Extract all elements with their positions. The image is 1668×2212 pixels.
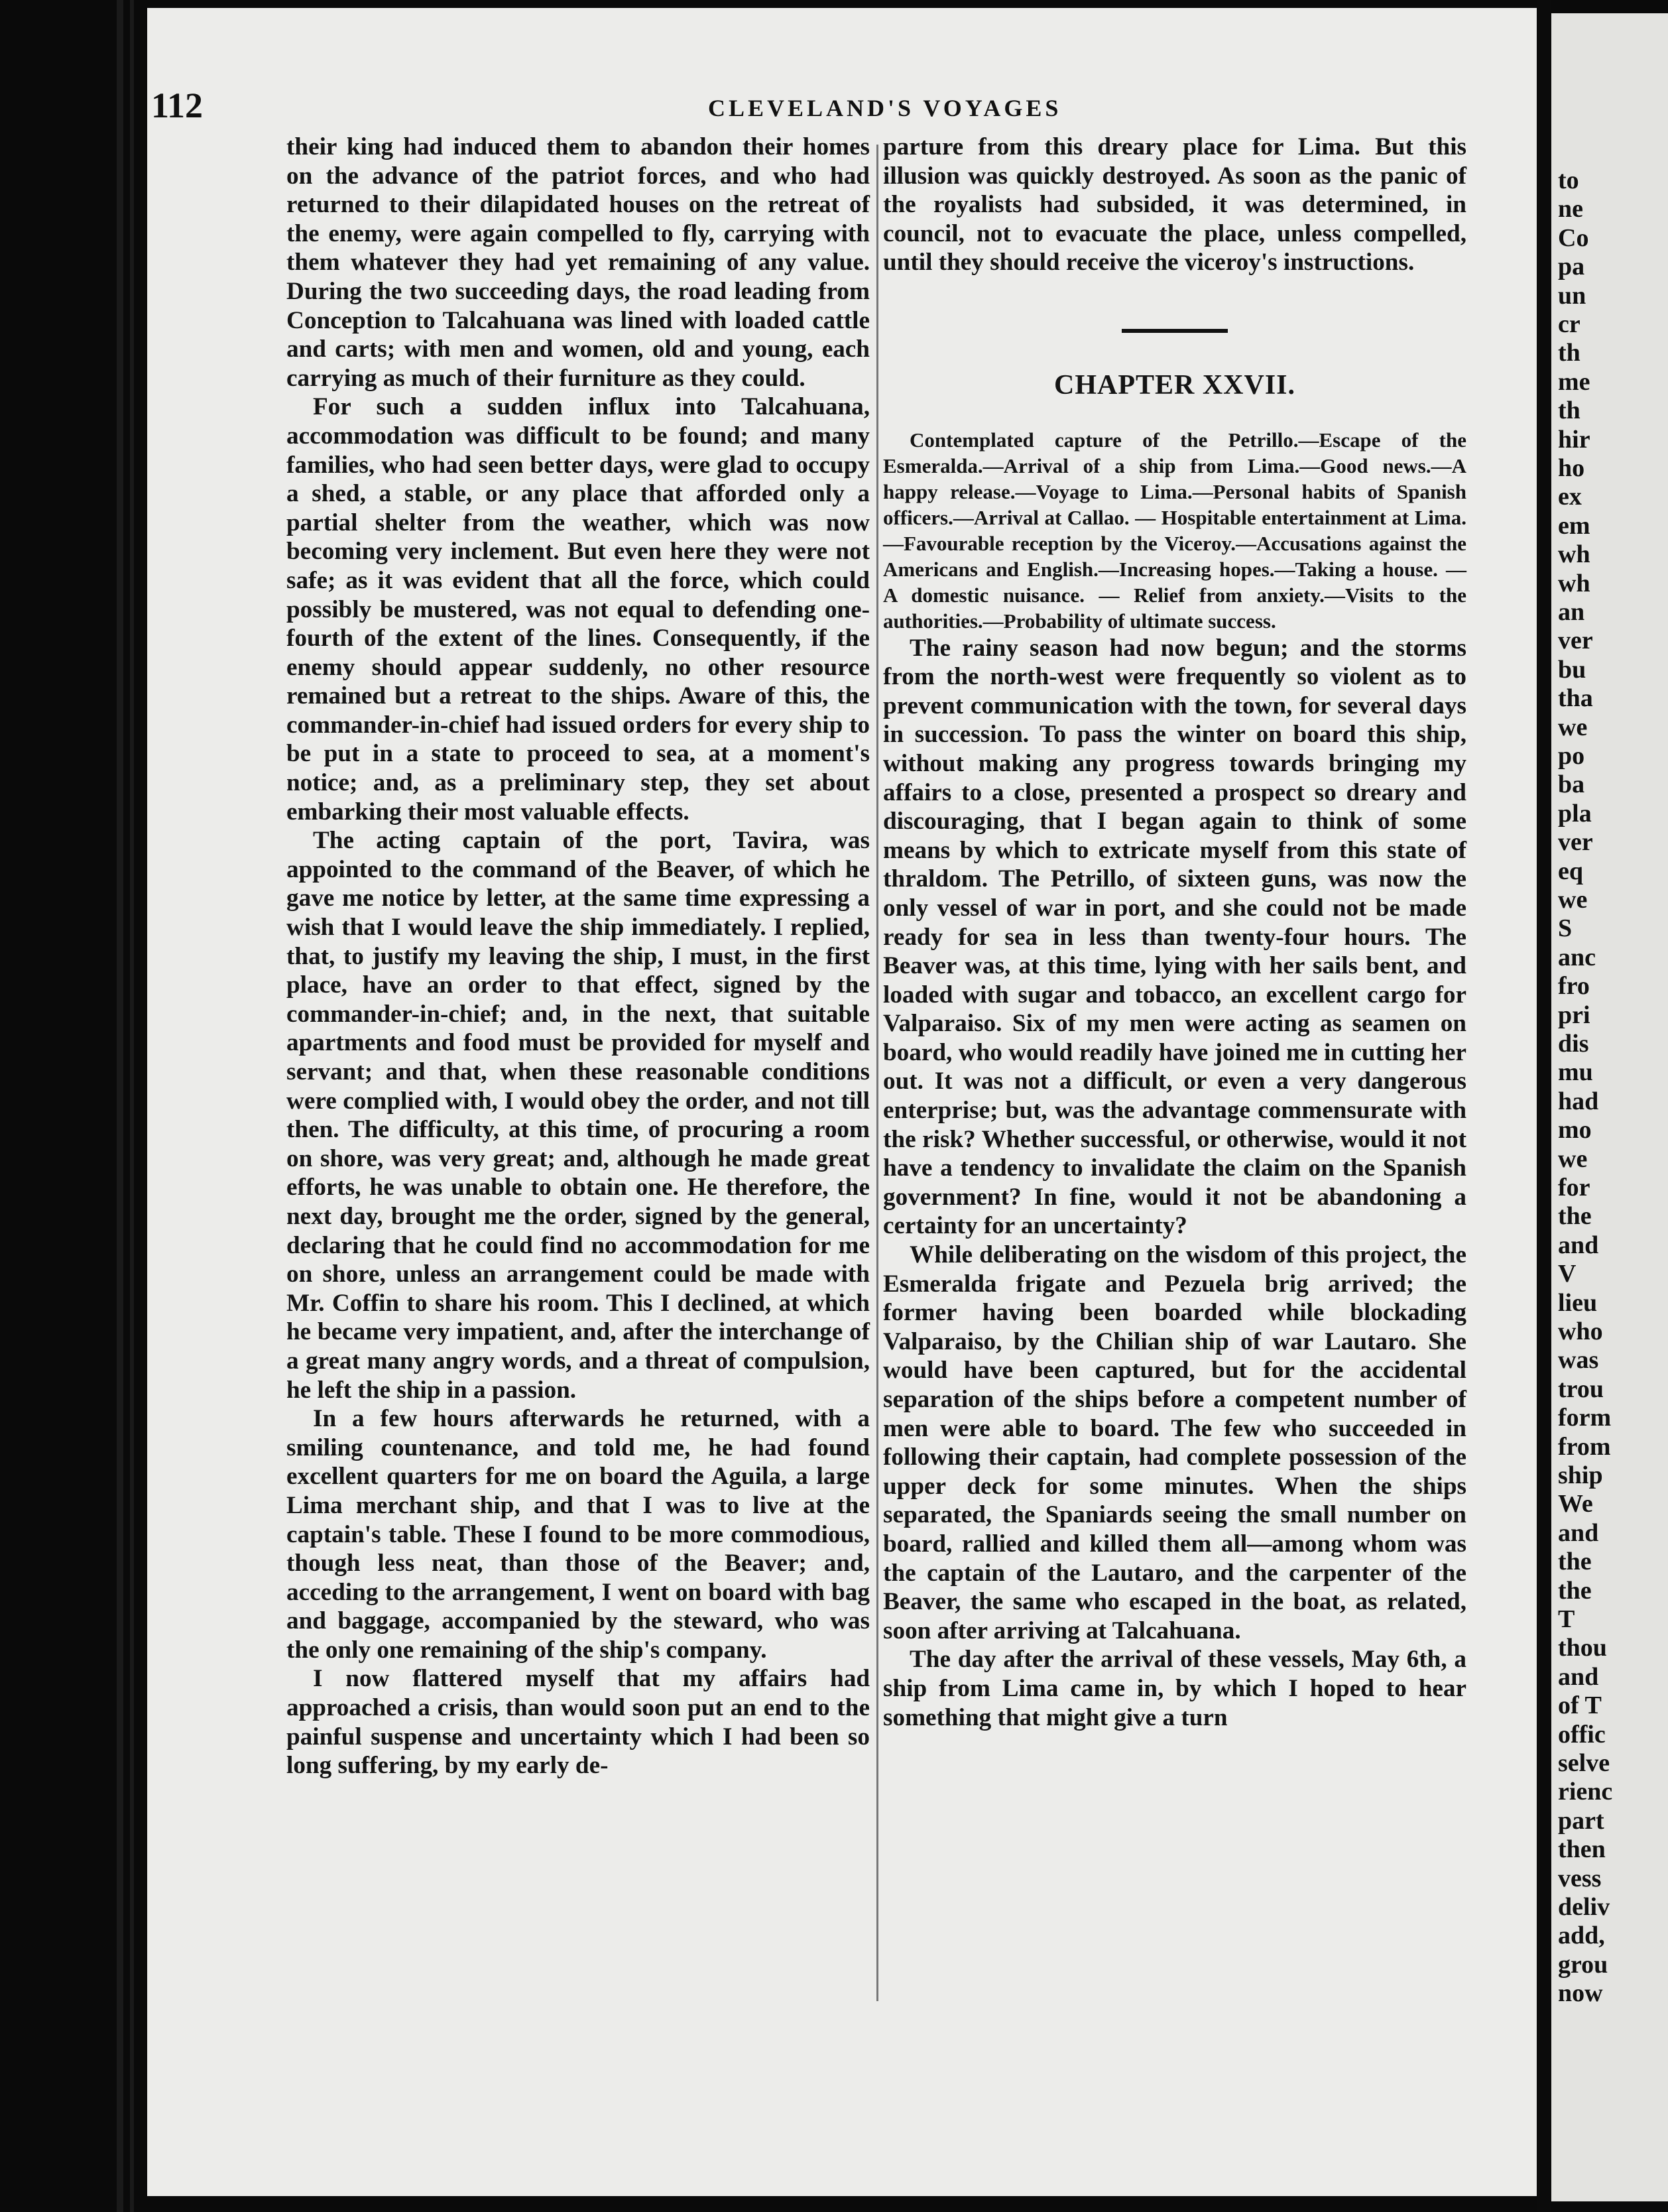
adjacent-page-fragment: we bbox=[1558, 886, 1588, 914]
adjacent-page-fragment: grou bbox=[1558, 1950, 1608, 1979]
adjacent-page-fragment: mo bbox=[1558, 1116, 1592, 1144]
adjacent-page bbox=[1551, 13, 1668, 2201]
adjacent-page-fragment: the bbox=[1558, 1576, 1592, 1605]
adjacent-page-fragment: from bbox=[1558, 1432, 1611, 1461]
adjacent-page-fragment: thou bbox=[1558, 1634, 1607, 1662]
adjacent-page-fragment: pla bbox=[1558, 799, 1592, 828]
paragraph: The acting captain of the port, Tavira, was appointed to the command of the Beaver, of which he gave me notice by letter, at the same time expressing a wish that I would leave the ship immediately. I replied, that, to justify my leaving the ship, I must, in the first place, have an order to that effect, signed by the commander-in-chief; and, in the next, that suitable apartments and food must be provided for myself and servant; and that, when these reasonable conditions were complied with, I would obey the order, and not till then. The difficulty, at this time, of procuring a room on shore, was very great; and, although he made great efforts, he was unable to obtain one. He therefore, the next day, brought me the order, signed by the general, declaring that he could find no accommodation for me on shore, unless an arrangement could be made with Mr. Coffin to share his room. This I declined, at which he became very impatient, and, after the interchange of a great many angry words, and a threat of compulsion, he left the ship in a passion. bbox=[286, 827, 870, 1404]
adjacent-page-fragment: ex bbox=[1558, 483, 1582, 511]
adjacent-page-fragment: V bbox=[1558, 1260, 1577, 1288]
adjacent-page-fragment: for bbox=[1558, 1174, 1590, 1201]
adjacent-page-fragment: S bbox=[1558, 914, 1573, 943]
adjacent-page-fragment: deliv bbox=[1558, 1893, 1610, 1921]
adjacent-page-fragment: dis bbox=[1558, 1030, 1589, 1058]
right-column bbox=[883, 133, 1466, 1732]
paragraph: their king had induced them to abandon their homes on the advance of the patriot forces, and who had returned to their dilapidated houses on the retreat of the enemy, were again compelled to fly, carrying with them whatever they had yet remaining of any value. During the two succeeding days, the road leading from Conception to Talcahuana was lined with loaded cattle and carts; with men and women, old and young, each carrying as much of their furniture as they could. bbox=[286, 133, 870, 392]
adjacent-page-fragment: offic bbox=[1558, 1720, 1606, 1749]
adjacent-page-fragment: th bbox=[1558, 397, 1580, 425]
adjacent-page-fragment: ne bbox=[1558, 195, 1583, 223]
adjacent-page-fragment: un bbox=[1558, 281, 1586, 310]
adjacent-page-fragment: had bbox=[1558, 1087, 1599, 1115]
running-title: CLEVELAND'S VOYAGES bbox=[708, 95, 1062, 121]
paragraph-continuation: parture from this dreary place for Lima. But this illusion was quickly destroyed. As soon as the panic of the royalists had subsided, it was determined, in council, not to evacuate the place, unless compelled, until they should receive the viceroy's instructions. bbox=[883, 133, 1466, 276]
page-header bbox=[151, 85, 1470, 125]
adjacent-page-fragment: hir bbox=[1558, 425, 1590, 454]
adjacent-page-fragment: selve bbox=[1558, 1749, 1610, 1777]
paragraph: For such a sudden influx into Talcahuana, accommodation was difficult to be found; and many families, who had seen better days, were glad to occupy a shed, a stable, or any place that afforded only a partial shelter from the weather, which was now becoming very inclement. But even here they were not safe; as it was evident that all the force, which could possibly be mustered, was not equal to defending one-fourth of the extent of the lines. Consequently, if the enemy should appear suddenly, no other resource remained but a retreat to the ships. Aware of this, the commander-in-chief had issued orders for every ship to be put in a state to proceed to sea, at a moment's notice; and, as a preliminary step, they set about embarking their most valuable effects. bbox=[286, 393, 870, 826]
adjacent-page-fragment: vess bbox=[1558, 1864, 1602, 1892]
adjacent-page-fragment: fro bbox=[1558, 972, 1590, 1001]
paragraph: The rainy season had now begun; and the storms from the north-west were frequently so violent as to prevent communication with the town, for several days in succession. To pass the winter on board this ship, without making any progress towards bringing my affairs to a close, presented a prospect so dreary and discouraging, that I began again to think of some means by which to extricate myself from this state of thraldom. The Petrillo, of sixteen guns, was now the only vessel of war in port, and she could not be made ready for sea in less than twenty-four hours. The Beaver was, at this time, lying with her sails bent, and loaded with sugar and tobacco, an excellent cargo for Valparaiso. Six of my men were acting as seamen on board, who would readily have joined me in cutting her out. It was not a difficult, or even a very dangerous enterprise; but, was the advantage commensurate with the risk? Whether successful, or otherwise, would it not have a tendency to invalidate the claim on the Spanish government? In fine, would it not be abandoning a certainty for an uncertainty? bbox=[883, 634, 1466, 1240]
adjacent-page-fragment: to bbox=[1558, 166, 1579, 194]
adjacent-page-fragment: wh bbox=[1558, 569, 1590, 597]
chapter-title: CHAPTER XXVII. bbox=[1053, 369, 1296, 400]
adjacent-page-fragment: anc bbox=[1558, 943, 1596, 971]
paragraph: In a few hours afterwards he returned, with a smiling countenance, and told me, he had found excellent quarters for me on board the Aguila, a large Lima merchant ship, and that I was to live at the captain's table. These I found to be more commodious, though less neat, than those of the Beaver; and, acceding to the arrangement, I went on board with bag and baggage, accompanied by the steward, who was the only one remaining of the ship's company. bbox=[286, 1405, 870, 1664]
adjacent-page-fragment: tha bbox=[1558, 684, 1593, 713]
adjacent-page-fragment: who bbox=[1558, 1318, 1603, 1345]
adjacent-page-fragment: em bbox=[1558, 511, 1590, 540]
adjacent-page-fragment: bu bbox=[1558, 655, 1586, 684]
chapter-synopsis: Contemplated capture of the Petrillo.—Escape of the Esmeralda.—Arrival of a ship from Lima.—Good news.—A happy release.—Voyage to Lima.—Personal habits of Spanish officers.—Arrival at Callao. — Hospitable entertainment at Lima.—Favourable reception by the Viceroy.—Accusations against the Americans and English.—Increasing hopes.—Taking a house. — A domestic nuisance. — Relief from anxiety.—Visits to the authorities.—Probability of ultimate success. bbox=[883, 428, 1466, 633]
adjacent-page-fragment: of T bbox=[1558, 1691, 1602, 1720]
adjacent-page-fragment: pri bbox=[1558, 1001, 1590, 1029]
adjacent-page-fragment: the bbox=[1558, 1548, 1592, 1576]
adjacent-page-fragment: trou bbox=[1558, 1375, 1604, 1403]
adjacent-page-fragment: an bbox=[1558, 598, 1585, 626]
adjacent-page-fragment: th bbox=[1558, 339, 1580, 367]
adjacent-page-fragment: and bbox=[1558, 1231, 1599, 1259]
adjacent-page-fragment: eq bbox=[1558, 857, 1583, 885]
adjacent-page-fragment: and bbox=[1558, 1518, 1599, 1547]
adjacent-page-fragment: ho bbox=[1558, 454, 1585, 482]
binding-line bbox=[130, 0, 134, 2212]
adjacent-page-fragment: the bbox=[1558, 1202, 1592, 1231]
adjacent-page-fragment: then bbox=[1558, 1835, 1606, 1864]
adjacent-page-fragment: ver bbox=[1558, 627, 1593, 655]
adjacent-page-fragment: add, bbox=[1558, 1922, 1605, 1950]
adjacent-page-fragment: we bbox=[1558, 1144, 1588, 1173]
binding-line bbox=[117, 0, 123, 2212]
adjacent-page-fragment: Co bbox=[1558, 223, 1589, 252]
adjacent-page-fragment: pa bbox=[1558, 253, 1585, 281]
adjacent-page-fragment: ver bbox=[1558, 828, 1593, 857]
adjacent-page-fragment: T bbox=[1558, 1605, 1575, 1633]
adjacent-page-fragment: part bbox=[1558, 1806, 1604, 1835]
paragraph: The day after the arrival of these vessels, May 6th, a ship from Lima came in, by which I hoped to hear something that might give a turn bbox=[883, 1646, 1466, 1731]
paragraph: I now flattered myself that my affairs had approached a crisis, than would soon put an end to the painful suspense and uncertainty which I had been so long suffering, by my early de- bbox=[286, 1665, 870, 1780]
page-number: 112 bbox=[151, 86, 204, 125]
adjacent-page-fragment: we bbox=[1558, 713, 1588, 741]
adjacent-page-fragment: cr bbox=[1558, 310, 1580, 338]
adjacent-page-fragment: We bbox=[1558, 1490, 1593, 1518]
adjacent-page-fragment: po bbox=[1558, 742, 1585, 770]
adjacent-page-fragment: was bbox=[1558, 1346, 1599, 1375]
adjacent-page-fragment: rienc bbox=[1558, 1778, 1613, 1806]
adjacent-page-fragment: now bbox=[1558, 1979, 1603, 2008]
column-divider bbox=[876, 145, 878, 2001]
chapter-rule bbox=[1122, 329, 1228, 333]
paragraph: While deliberating on the wisdom of this project, the Esmeralda frigate and Pezuela brig arrived; the former having been boarded while blockading Valparaiso, by the Chilian ship of war Lautaro. She would have been captured, but for the accidental separation of the ships before a competent number of men were able to board. The few who succeeded in following their captain, had complete possession of the upper deck for some minutes. When the ships separated, the Spaniards seeing the small number on board, rallied and killed them all—among whom was the captain of the Lautaro, and the carpenter of the Beaver, the same who escaped in the boat, as related, soon after arriving at Talcahuana. bbox=[883, 1241, 1466, 1644]
left-column bbox=[286, 133, 870, 1780]
adjacent-page-fragment: ba bbox=[1558, 770, 1585, 799]
adjacent-page-fragment: form bbox=[1558, 1404, 1612, 1432]
adjacent-page-fragment: and bbox=[1558, 1662, 1599, 1691]
adjacent-page-fragment: mu bbox=[1558, 1058, 1593, 1087]
adjacent-page-fragment: lieu bbox=[1558, 1288, 1598, 1317]
adjacent-page-fragment: wh bbox=[1558, 540, 1590, 569]
adjacent-page-fragment: ship bbox=[1558, 1461, 1603, 1489]
adjacent-page-fragment: me bbox=[1558, 367, 1590, 396]
page-gutter bbox=[1537, 0, 1551, 2212]
